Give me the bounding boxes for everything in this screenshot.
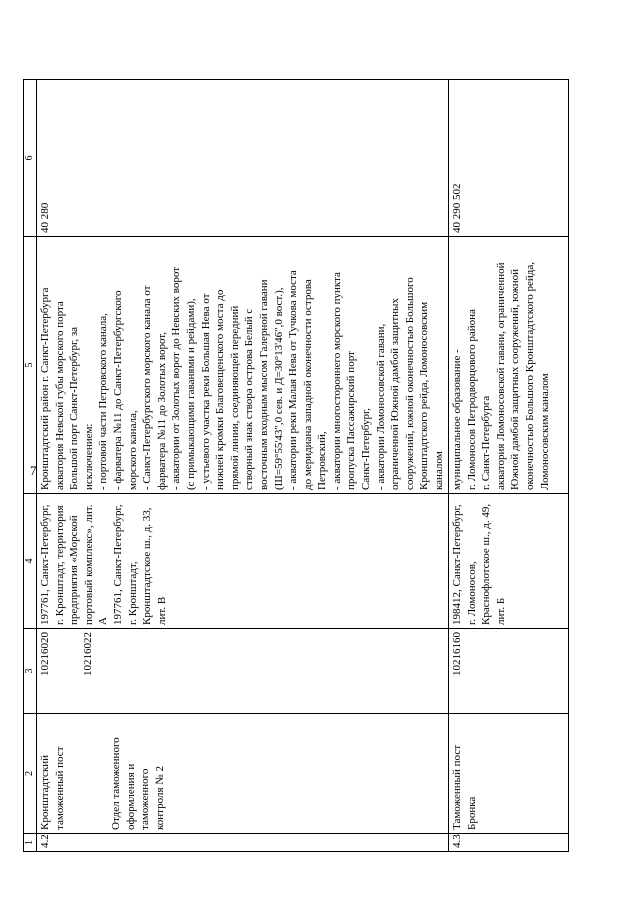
address-line: Краснофлотское ш., д. 49, — [480, 503, 493, 625]
area-line: г. Ломоносов Петродворцового района — [465, 309, 478, 490]
post-name-line: Кронштадтский — [39, 754, 51, 830]
department-code: 10216022 — [81, 632, 94, 676]
address-line: Кронштадтское ш., д. 33, — [141, 507, 154, 625]
post-code: 10216160 — [451, 632, 463, 676]
post-name-line: оформления и таможенного — [124, 763, 152, 830]
post-name-cell — [37, 714, 449, 834]
area-line: акватория Невской губы морского порта — [53, 301, 66, 490]
area-line: - акватории реки Малая Нева от Тучкова моста — [287, 270, 300, 490]
area-line: - акватории многостороннего морского пункта — [330, 272, 343, 490]
row-number: 4.2 — [37, 834, 449, 852]
post-name-line: Таможенный пост Бронка — [451, 744, 478, 830]
area-line: Кронштадтского рейда, Ломоносовским — [418, 301, 431, 490]
area-line: восточным входным мысом Галерной гавани — [257, 279, 270, 490]
address-line: 197761, Санкт-Петербург, — [39, 504, 51, 625]
area-cell — [37, 237, 449, 494]
rotated-table-wrapper — [23, 80, 572, 852]
area-line: муниципальное образование - — [451, 349, 463, 490]
area-cell — [449, 237, 569, 494]
address-line: 197761, Санкт-Петербург, — [111, 504, 124, 625]
post-name-line — [95, 717, 109, 830]
area-line: прямой линии, соединяющей передний — [228, 305, 241, 490]
page-number: 7 — [30, 463, 37, 478]
address-line: лит. Б — [494, 597, 507, 625]
post-name-line: таможенный пост — [53, 746, 66, 830]
code6-cell: 40 290 502 — [449, 80, 569, 237]
area-line: акватория Ломоносовской гавани, ограниченной — [494, 262, 507, 490]
area-line: - портовой части Петровского канала, — [97, 313, 110, 490]
header-cell: 5 — [24, 237, 37, 494]
area-line: (с примыкающими гаванями и рейдами), — [184, 298, 197, 490]
address-line: предприятия «Морской — [68, 515, 81, 625]
area-line: - акватории Ломоносовской гавани, — [374, 323, 387, 490]
address-line: г. Кронштадт, территория — [53, 505, 66, 625]
post-name-cell — [449, 714, 569, 834]
area-line: Большой порт Санкт-Петербург, за — [68, 326, 81, 490]
area-line: оконечностью Большого Кронштадтского рейда, — [523, 262, 536, 490]
table-row — [37, 80, 449, 852]
address-line: г. Ломоносов, — [465, 561, 478, 625]
row-number: 4.3 — [449, 834, 569, 852]
area-line: фарватера №11 до Золотых ворот, — [155, 331, 168, 490]
area-line: нижней кромки Благовещенского моста до — [214, 289, 227, 490]
area-line: - устьевого участка реки Большая Нева от — [199, 293, 212, 490]
header-cell: 4 — [24, 494, 37, 629]
area-line: до меридиана западной оконечности острова — [301, 279, 314, 490]
area-line: ограниченной Южной дамбой защитных — [389, 298, 402, 490]
address-cell — [37, 494, 449, 629]
area-line: Южной дамбой защитных сооружений, южной — [509, 268, 522, 490]
code-cell — [449, 629, 569, 714]
area-line: г. Санкт-Петербурга — [480, 395, 493, 490]
area-line: Ломоносовским каналом — [538, 373, 551, 490]
area-line: Петровский, — [316, 431, 329, 490]
address-cell — [449, 494, 569, 629]
header-cell: 1 — [24, 834, 37, 852]
address-line: 198412, Санкт-Петербург, — [451, 504, 463, 625]
address-line: лит. В — [155, 596, 168, 625]
post-code: 10216020 — [39, 632, 51, 676]
area-line: - Санкт-Петербургского морского канала от — [141, 285, 154, 490]
header-cell: 2 — [24, 714, 37, 834]
area-line: сооружений, южной оконечностью Большого — [403, 277, 416, 490]
customs-table — [23, 79, 569, 852]
post-name-line: контроля № 2 — [153, 765, 166, 830]
area-line: Кронштадтский район г. Санкт-Петербурга — [39, 287, 51, 490]
address-line: портовый комплекс», лит. А — [82, 504, 110, 625]
address-line: г. Кронштадт, — [126, 561, 139, 625]
post-name-line: Отдел таможенного — [110, 737, 123, 830]
area-line: морского канала, — [126, 410, 139, 490]
header-row — [24, 80, 37, 852]
area-line: - акватории от Золотых ворот до Невских ворот — [170, 266, 183, 490]
area-line: - фарватера №11 до Санкт-Петербургского — [111, 290, 124, 490]
code6-cell: 40 280 — [37, 80, 449, 237]
post-name-line — [81, 717, 95, 830]
area-line: исключением: — [82, 423, 95, 490]
header-cell: 6 — [24, 80, 37, 237]
area-line: каналом — [433, 451, 446, 490]
area-line: створный знак створа острова Белый с — [243, 308, 256, 490]
area-line: пропуска Пассажирский порт — [345, 351, 358, 490]
area-line: Санкт-Петербург, — [360, 408, 373, 490]
header-cell: 3 — [24, 629, 37, 714]
post-name-line — [67, 717, 81, 830]
code-cell — [37, 629, 449, 714]
area-line: (Ш=59°55'43",0 сев. и Д=30°13'46",0 вост.), — [272, 287, 285, 490]
table-row — [449, 80, 569, 852]
